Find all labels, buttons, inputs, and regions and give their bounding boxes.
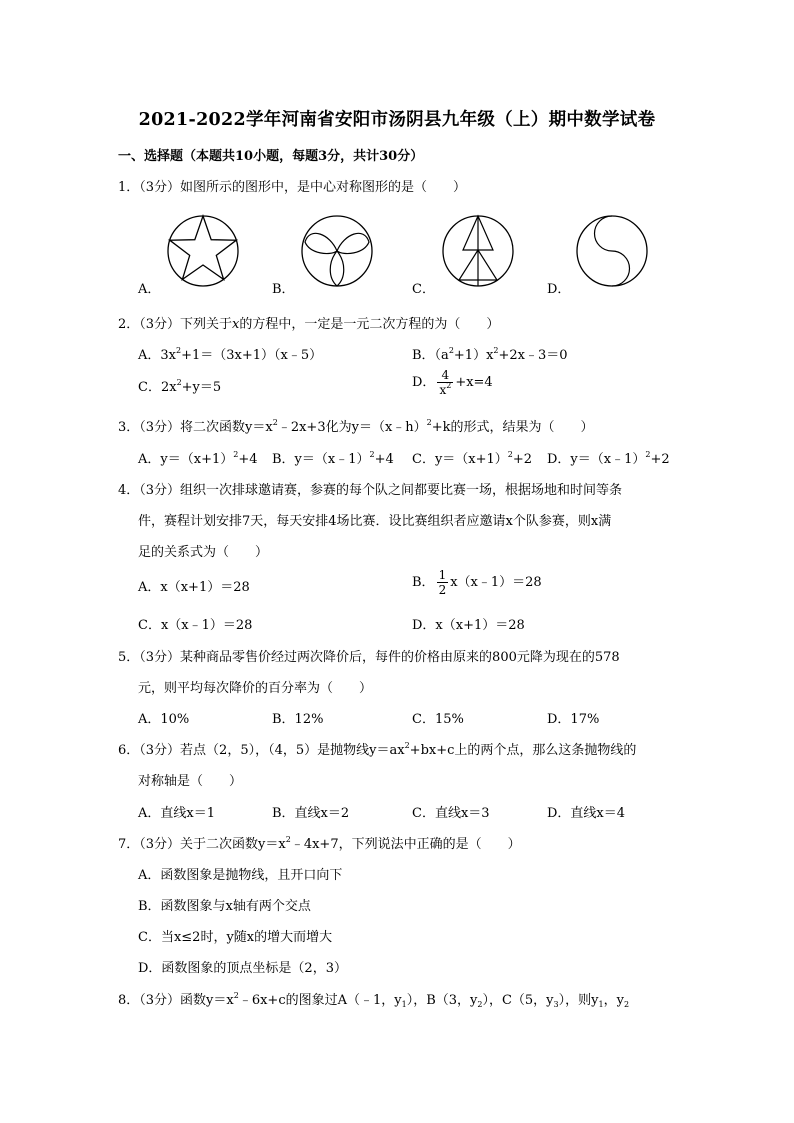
- subscript: 3: [553, 1000, 559, 1009]
- q5-option-d: D．17%: [547, 712, 600, 727]
- fraction-numerator: 4: [437, 368, 453, 383]
- q2-d-text: D．: [412, 375, 436, 390]
- q2-b-text: +2x﹣3＝0: [498, 348, 568, 363]
- q4-b-text: B．: [412, 575, 435, 590]
- q2-b-text: B．（a: [412, 348, 449, 363]
- q4-option-a: A．x（x+1）＝28: [138, 580, 250, 595]
- exponent: 2: [176, 346, 182, 355]
- fraction-denominator: [437, 383, 453, 397]
- q8-stem-part: ，y: [603, 993, 624, 1008]
- q5-option-a: A．10%: [138, 712, 190, 727]
- s-curve-figure: [575, 214, 649, 288]
- q1-label-d: D．: [547, 282, 571, 297]
- q3-d-text: D．y＝（x﹣1）: [547, 452, 646, 467]
- star-in-circle-figure: [166, 214, 240, 288]
- q1-label-b: B．: [272, 282, 295, 297]
- q3-option-c: [412, 448, 532, 467]
- q5-option-b: B．12%: [272, 712, 324, 727]
- den-var: x: [439, 383, 447, 397]
- q6-option-d: D．直线x＝4: [547, 806, 626, 821]
- q2-c-text: +y＝5: [181, 380, 222, 395]
- question-4-line-2: 件，赛程计划安排7天，每天安排4场比赛．设比赛组织者应邀请x个队参赛，则x满: [138, 514, 612, 529]
- q3-option-b: [272, 448, 394, 467]
- q2-option-c: [138, 376, 221, 395]
- q3-expr: y＝（x﹣h）: [351, 420, 427, 435]
- q3-stem-part: 3．（3分）将二次函数: [118, 420, 246, 435]
- exponent: 2: [272, 418, 278, 427]
- q2-stem-part: 2．（3分）下列关于: [118, 317, 233, 332]
- section-heading: 一、选择题（本题共10小题，每题3分，共计30分）: [118, 149, 424, 164]
- q7-stem-part: ﹣4x+7，下列说法中正确的是（ ）: [290, 837, 521, 852]
- q6-stem-part: +bx+c上的两个点，那么这条抛物线的: [409, 743, 637, 758]
- q8-expr: y＝x: [206, 993, 234, 1008]
- q7-stem-part: 7．（3分）关于二次函数: [118, 837, 259, 852]
- q4-b-text: x（x﹣1）＝28: [450, 575, 542, 590]
- q2-option-b: [412, 344, 568, 363]
- question-6-line-1: [118, 739, 636, 758]
- fraction-numerator: 1: [438, 568, 447, 582]
- q4-option-c: C．x（x﹣1）＝28: [138, 618, 253, 633]
- q8-stem-part: ﹣6x+c的图象过A（﹣1，y: [238, 993, 402, 1008]
- exponent: 2: [285, 835, 291, 844]
- question-1-stem: 1．（3分）如图所示的图形中，是中心对称图形的是（ ）: [118, 180, 467, 195]
- exponent: 2: [233, 991, 239, 1000]
- subscript: 1: [598, 1000, 604, 1009]
- question-4-line-3: 足的关系式为（ ）: [138, 545, 269, 560]
- q7-expr: y＝x: [258, 837, 286, 852]
- q3-c-text: C．y＝（x+1）: [412, 452, 508, 467]
- q6-stem-part: 6．（3分）若点（2，5），（4，5）是抛物线: [118, 743, 370, 758]
- q7-option-d: D．函数图象的顶点坐标是（2，3）: [138, 961, 347, 976]
- q6-option-b: B．直线x＝2: [272, 806, 350, 821]
- q2-option-d: [412, 368, 493, 397]
- question-2-stem: [118, 313, 499, 332]
- subscript: 1: [401, 1000, 407, 1009]
- q3-option-d: [547, 448, 670, 467]
- three-petal-figure: [300, 214, 374, 288]
- exponent: 2: [233, 450, 239, 459]
- exponent: 2: [448, 346, 454, 355]
- q4-option-b: [412, 568, 542, 597]
- q2-c-text: C．2x: [138, 380, 177, 395]
- q7-option-b: B．函数图象与x轴有两个交点: [138, 899, 311, 914]
- exponent: 2: [176, 378, 182, 387]
- question-5-line-1: 5．（3分）某种商品零售价经过两次降价后，每件的价格由原来的800元降为现在的578: [118, 650, 620, 665]
- q3-a-text: +4: [238, 452, 258, 467]
- q6-option-c: C．直线x＝3: [412, 806, 490, 821]
- fraction-denominator: 2: [438, 583, 447, 597]
- q2-d-text: +x=4: [455, 375, 493, 390]
- q2-var: x: [232, 317, 240, 332]
- q2-option-a: [138, 344, 322, 363]
- subscript: 2: [623, 1000, 630, 1009]
- q3-b-text: B．y＝（x﹣1）: [272, 452, 370, 467]
- q8-stem-part: ），C（5，y: [482, 993, 554, 1008]
- q6-option-a: A．直线x＝1: [138, 806, 215, 821]
- question-8-stem: [118, 989, 629, 1008]
- q3-a-text: A．y＝（x+1）: [138, 452, 234, 467]
- q3-option-a: [138, 448, 258, 467]
- q3-expr: ﹣2x+3化为: [277, 420, 352, 435]
- q2-a-text: +1＝（3x+1）（x﹣5）: [181, 348, 323, 363]
- question-3-stem: [118, 416, 594, 435]
- exponent: 2: [369, 450, 375, 459]
- q2-stem-part: 的方程中，一定是一元二次方程的为（ ）: [239, 317, 500, 332]
- exponent: 2: [493, 346, 499, 355]
- q2-a-text: A．3x: [138, 348, 176, 363]
- q3-d-text: +2: [650, 452, 670, 467]
- q2-b-text: +1）x: [453, 348, 494, 363]
- q4-option-d: D．x（x+1）＝28: [412, 618, 525, 633]
- fraction: [437, 368, 453, 397]
- question-4-line-1: 4．（3分）组织一次排球邀请赛，参赛的每个队之间都要比赛一场，根据场地和时间等条: [118, 483, 623, 498]
- q7-option-a: A．函数图象是抛物线，且开口向下: [138, 868, 343, 883]
- q3-expr: y＝x: [245, 420, 273, 435]
- exponent: 2: [446, 381, 452, 390]
- q7-option-c: C．当x≤2时，y随x的增大而增大: [138, 930, 333, 945]
- q3-b-text: +4: [374, 452, 394, 467]
- q8-stem-part: ），B（3，y: [406, 993, 478, 1008]
- q6-expr: y＝ax: [369, 743, 405, 758]
- q1-label-c: C．: [412, 282, 435, 297]
- exponent: 2: [507, 450, 513, 459]
- question-5-line-2: 元，则平均每次降价的百分率为（ ）: [138, 681, 373, 696]
- question-7-stem: [118, 833, 521, 852]
- q8-stem-part: ），则y: [558, 993, 599, 1008]
- q8-stem-part: 8．（3分）函数: [118, 993, 207, 1008]
- triangle-tree-figure: [441, 214, 515, 288]
- subscript: 2: [477, 1000, 483, 1009]
- q3-c-text: +2: [512, 452, 533, 467]
- question-6-line-2: 对称轴是（ ）: [138, 774, 243, 789]
- q1-label-a: A．: [138, 282, 161, 297]
- q5-option-c: C．15%: [412, 712, 464, 727]
- exponent: 2: [426, 418, 432, 427]
- exponent: 2: [404, 741, 410, 750]
- page-title: 2021-2022学年河南省安阳市汤阴县九年级（上）期中数学试卷: [138, 110, 656, 130]
- q3-stem-part: +k的形式，结果为（ ）: [431, 420, 594, 435]
- exponent: 2: [645, 450, 651, 459]
- fraction: [437, 568, 449, 597]
